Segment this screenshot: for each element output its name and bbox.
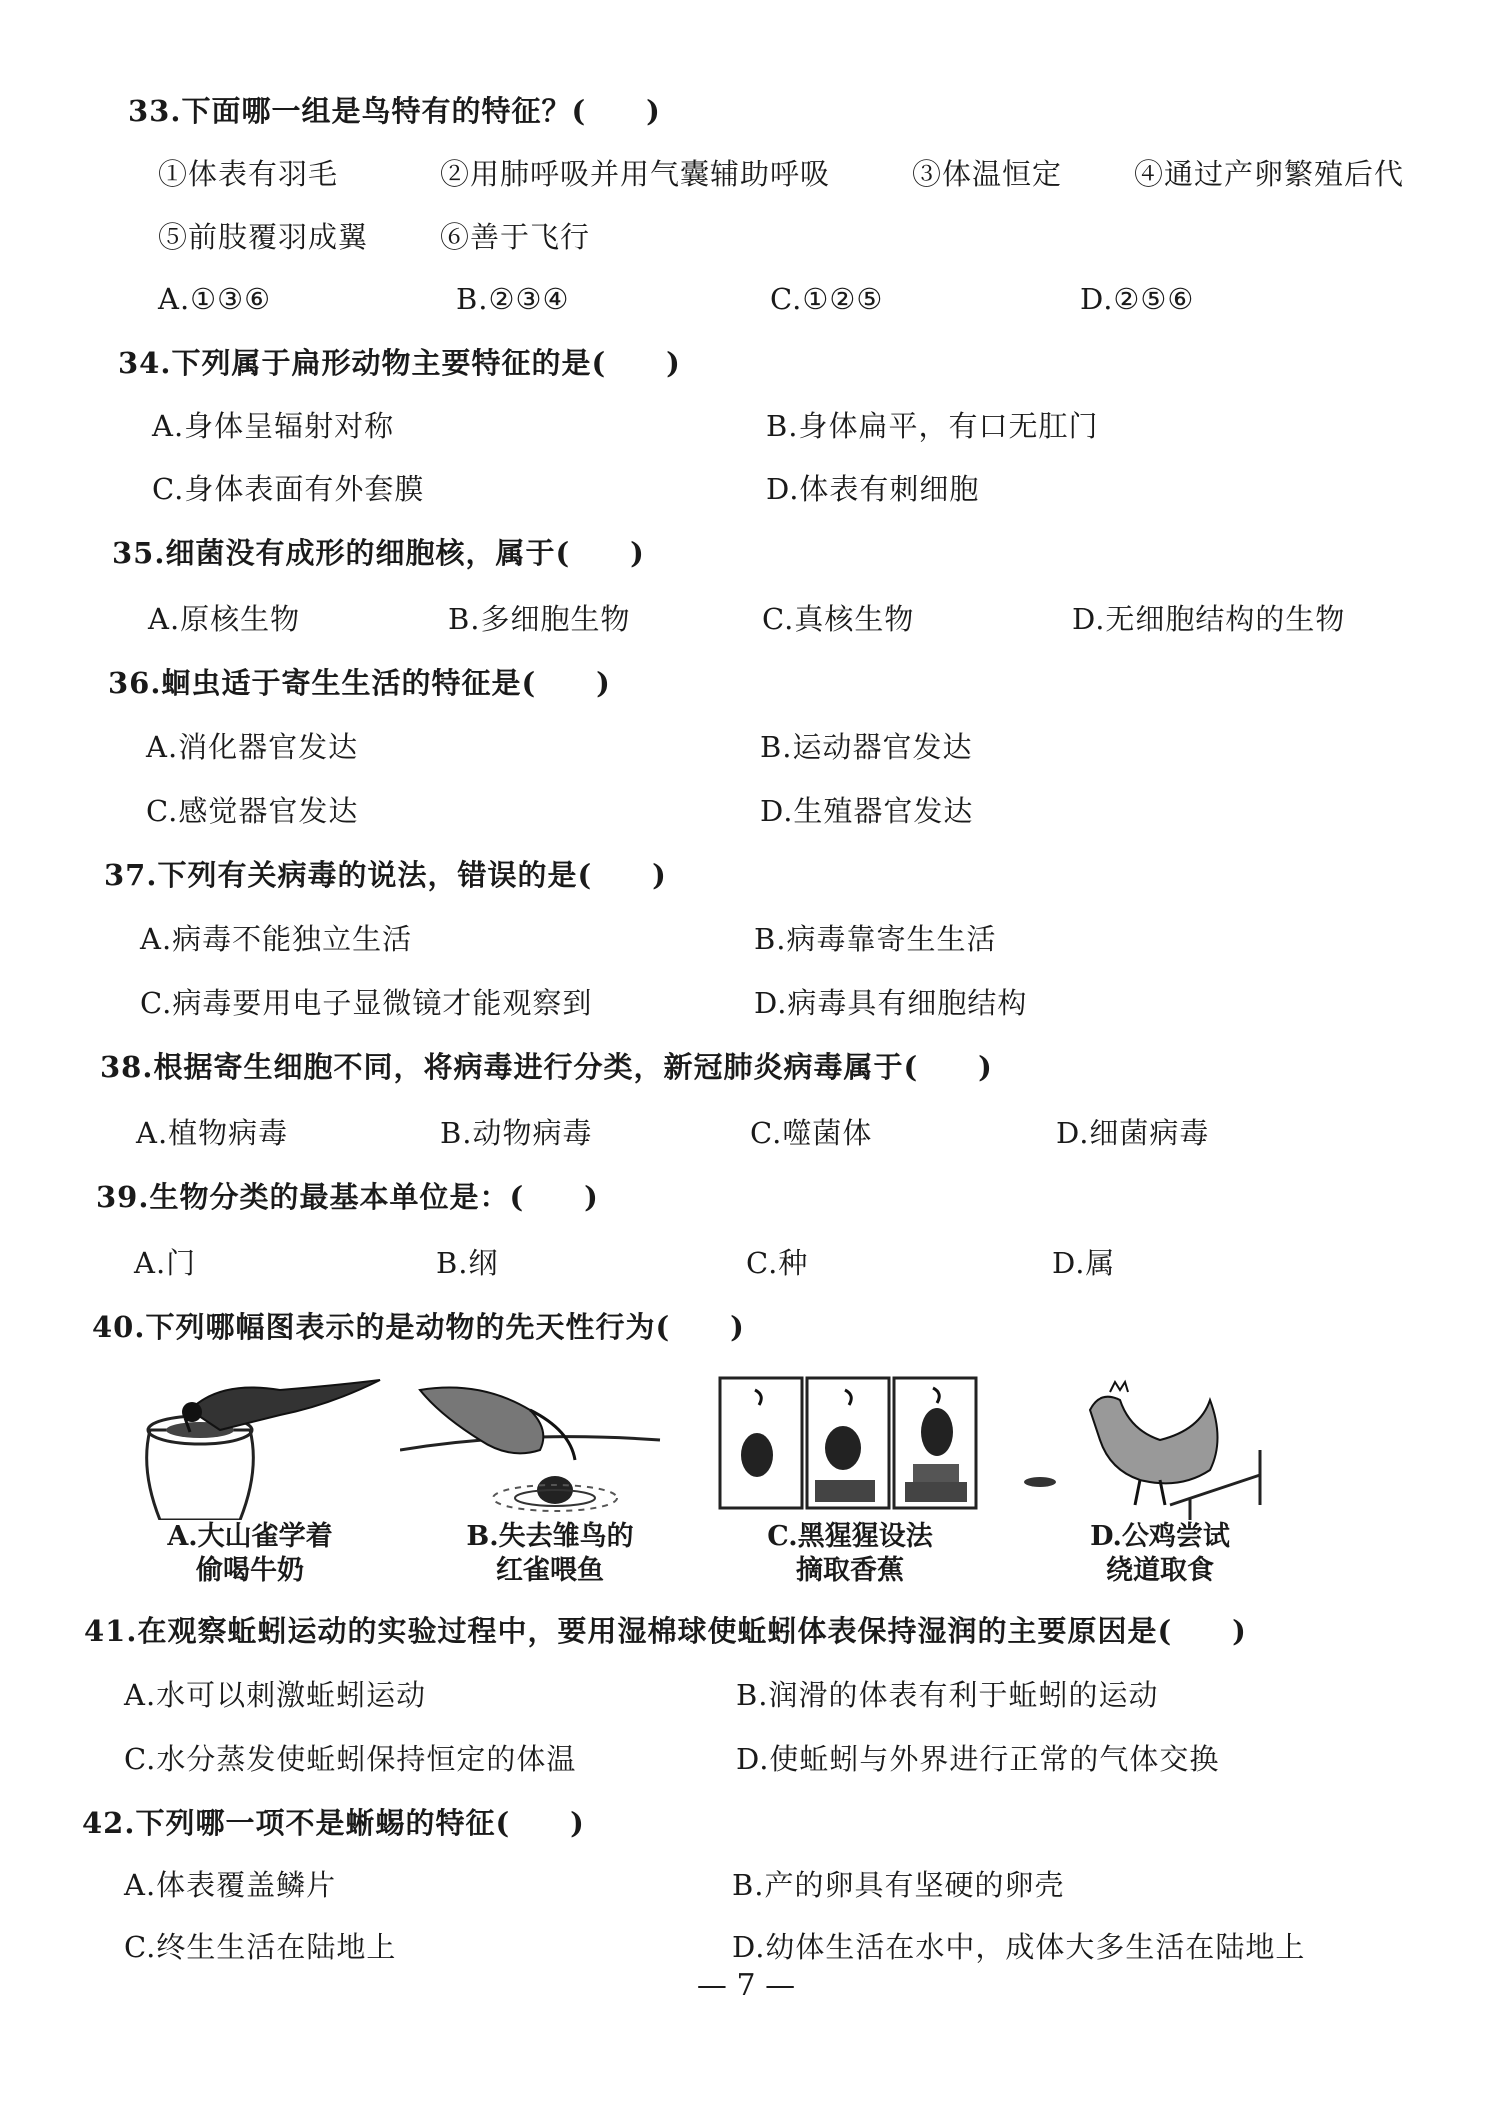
answer-option: C.真核生物: [762, 602, 915, 636]
answer-option: A.原核生物: [148, 602, 301, 636]
question-stem: 33.下面哪一组是鸟特有的特征？( ): [128, 94, 661, 128]
answer-option: A.病毒不能独立生活: [140, 922, 413, 956]
answer-option: A.门: [134, 1246, 197, 1280]
answer-option: A.植物病毒: [136, 1116, 289, 1150]
answer-option: D.使蚯蚓与外界进行正常的气体交换: [736, 1742, 1220, 1776]
answer-option: D.体表有刺细胞: [766, 472, 980, 506]
question-stem: 40.下列哪幅图表示的是动物的先天性行为( ): [92, 1310, 745, 1344]
caption-line: 偷喝牛奶: [196, 1555, 304, 1586]
answer-option: B.纲: [436, 1246, 499, 1280]
answer-option: C.水分蒸发使蚯蚓保持恒定的体温: [124, 1742, 577, 1776]
caption-line: 绕道取食: [1106, 1555, 1214, 1586]
statement: ⑤前肢覆羽成翼: [158, 220, 369, 254]
answer-option: B.动物病毒: [440, 1116, 593, 1150]
answer-option: B.产的卵具有坚硬的卵壳: [732, 1868, 1065, 1902]
answer-option: B.多细胞生物: [448, 602, 631, 636]
figure-caption: [420, 1520, 680, 1588]
answer-option: C.①②⑤: [770, 282, 884, 316]
caption-line: D.公鸡尝试: [1090, 1521, 1230, 1552]
answer-option: A.消化器官发达: [146, 730, 359, 764]
rooster-fence-icon: [1010, 1370, 1280, 1520]
answer-option: D.②⑤⑥: [1080, 282, 1195, 316]
answer-option: B.②③④: [456, 282, 570, 316]
statement: ④通过产卵繁殖后代: [1134, 157, 1405, 191]
figure-caption: [120, 1520, 380, 1588]
question-stem: 37.下列有关病毒的说法，错误的是( ): [104, 858, 667, 892]
bird-fish-icon: [400, 1370, 670, 1520]
answer-option: D.生殖器官发达: [760, 794, 974, 828]
question-stem: 35.细菌没有成形的细胞核，属于( ): [112, 536, 645, 570]
answer-option: C.感觉器官发达: [146, 794, 359, 828]
caption-line: C.黑猩猩设法: [767, 1521, 933, 1552]
answer-option: C.噬菌体: [750, 1116, 873, 1150]
answer-option: B.润滑的体表有利于蚯蚓的运动: [736, 1678, 1159, 1712]
answer-option: B.运动器官发达: [760, 730, 973, 764]
answer-option: D.病毒具有细胞结构: [754, 986, 1028, 1020]
answer-option: A.体表覆盖鳞片: [124, 1868, 337, 1902]
answer-option: D.幼体生活在水中，成体大多生活在陆地上: [732, 1930, 1306, 1964]
answer-option: A.身体呈辐射对称: [152, 409, 395, 443]
answer-option: D.属: [1052, 1246, 1116, 1280]
figure-caption: [1030, 1520, 1290, 1588]
statement: ③体温恒定: [912, 157, 1063, 191]
statement: ②用肺呼吸并用气囊辅助呼吸: [440, 157, 831, 191]
question-stem: 36.蛔虫适于寄生生活的特征是( ): [108, 666, 611, 700]
answer-option: D.无细胞结构的生物: [1072, 602, 1346, 636]
statement: ①体表有羽毛: [158, 157, 339, 191]
answer-option: C.种: [746, 1246, 809, 1280]
chimp-panels-icon: [715, 1370, 985, 1520]
page-number: — 7 —: [696, 1968, 796, 2003]
caption-line: 红雀喂鱼: [496, 1555, 604, 1586]
answer-option: C.病毒要用电子显微镜才能观察到: [140, 986, 593, 1020]
question-stem: 39.生物分类的最基本单位是：( ): [96, 1180, 599, 1214]
answer-option: D.细菌病毒: [1056, 1116, 1210, 1150]
question-stem: 38.根据寄生细胞不同，将病毒进行分类，新冠肺炎病毒属于( ): [100, 1050, 993, 1084]
caption-line: A.大山雀学着: [167, 1521, 333, 1552]
caption-line: 摘取香蕉: [796, 1555, 904, 1586]
question-stem: 41.在观察蚯蚓运动的实验过程中，要用湿棉球使蚯蚓体表保持湿润的主要原因是( ): [84, 1614, 1247, 1648]
answer-option: A.①③⑥: [158, 282, 272, 316]
answer-option: C.身体表面有外套膜: [152, 472, 425, 506]
bird-bottle-icon: [130, 1370, 390, 1520]
question-stem: 42.下列哪一项不是蜥蜴的特征( ): [82, 1806, 585, 1840]
figure-caption: [720, 1520, 980, 1588]
statement: ⑥善于飞行: [440, 220, 591, 254]
answer-option: B.身体扁平，有口无肛门: [766, 409, 1099, 443]
question-stem: 34.下列属于扁形动物主要特征的是( ): [118, 346, 681, 380]
answer-option: C.终生生活在陆地上: [124, 1930, 397, 1964]
answer-option: B.病毒靠寄生生活: [754, 922, 997, 956]
answer-option: A.水可以刺激蚯蚓运动: [124, 1678, 427, 1712]
caption-line: B.失去雏鸟的: [466, 1521, 634, 1552]
